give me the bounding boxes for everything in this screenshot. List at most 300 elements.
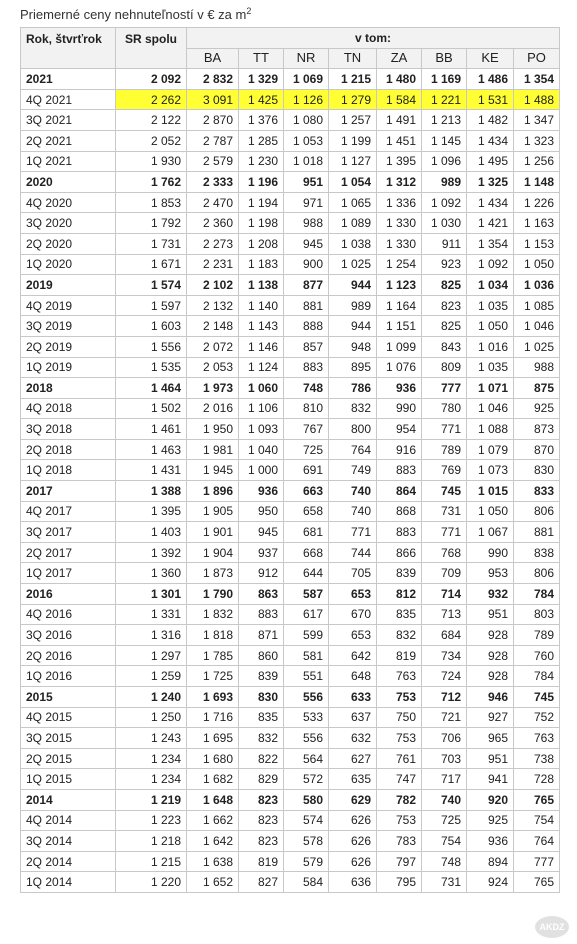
region-value-cell: 1 046 bbox=[514, 316, 560, 337]
period-column-header: Rok, štvrťrok bbox=[21, 28, 116, 69]
region-value-cell: 823 bbox=[422, 295, 467, 316]
region-value-cell: 626 bbox=[329, 831, 377, 852]
region-value-cell: 632 bbox=[329, 728, 377, 749]
region-value-cell: 789 bbox=[422, 439, 467, 460]
region-header: ZA bbox=[377, 48, 422, 69]
region-value-cell: 747 bbox=[377, 769, 422, 790]
region-header: BB bbox=[422, 48, 467, 69]
region-value-cell: 1 071 bbox=[467, 378, 514, 399]
region-value-cell: 1 495 bbox=[467, 151, 514, 172]
region-value-cell: 895 bbox=[329, 357, 377, 378]
period-cell: 1Q 2017 bbox=[21, 563, 116, 584]
region-value-cell: 706 bbox=[422, 728, 467, 749]
total-value-cell: 1 243 bbox=[116, 728, 187, 749]
region-value-cell: 1 451 bbox=[377, 130, 422, 151]
region-value-cell: 1 018 bbox=[284, 151, 329, 172]
region-value-cell: 712 bbox=[422, 687, 467, 708]
region-value-cell: 2 072 bbox=[187, 336, 239, 357]
region-value-cell: 771 bbox=[329, 522, 377, 543]
region-value-cell: 750 bbox=[377, 707, 422, 728]
total-value-cell: 1 240 bbox=[116, 687, 187, 708]
region-value-cell: 1 138 bbox=[239, 275, 284, 296]
region-value-cell: 819 bbox=[239, 851, 284, 872]
total-value-cell: 1 301 bbox=[116, 584, 187, 605]
region-value-cell: 944 bbox=[329, 275, 377, 296]
region-value-cell: 1 790 bbox=[187, 584, 239, 605]
region-value-cell: 599 bbox=[284, 625, 329, 646]
region-value-cell: 1 905 bbox=[187, 501, 239, 522]
region-value-cell: 1 093 bbox=[239, 419, 284, 440]
region-value-cell: 823 bbox=[239, 831, 284, 852]
region-value-cell: 764 bbox=[329, 439, 377, 460]
region-value-cell: 1 079 bbox=[467, 439, 514, 460]
region-value-cell: 941 bbox=[467, 769, 514, 790]
table-row bbox=[21, 130, 560, 151]
region-value-cell: 769 bbox=[422, 460, 467, 481]
region-value-cell: 767 bbox=[284, 419, 329, 440]
region-value-cell: 1 662 bbox=[187, 810, 239, 831]
total-value-cell: 1 461 bbox=[116, 419, 187, 440]
header-row-1 bbox=[21, 28, 560, 49]
region-value-cell: 584 bbox=[284, 872, 329, 893]
table-row bbox=[21, 151, 560, 172]
region-value-cell: 551 bbox=[284, 666, 329, 687]
region-value-cell: 823 bbox=[239, 810, 284, 831]
region-value-cell: 916 bbox=[377, 439, 422, 460]
total-value-cell: 1 218 bbox=[116, 831, 187, 852]
total-value-cell: 1 234 bbox=[116, 769, 187, 790]
region-value-cell: 936 bbox=[467, 831, 514, 852]
region-value-cell: 833 bbox=[514, 481, 560, 502]
region-value-cell: 749 bbox=[329, 460, 377, 481]
region-value-cell: 989 bbox=[422, 172, 467, 193]
region-value-cell: 863 bbox=[239, 584, 284, 605]
period-cell: 2Q 2019 bbox=[21, 336, 116, 357]
region-value-cell: 789 bbox=[514, 625, 560, 646]
region-value-cell: 990 bbox=[377, 398, 422, 419]
region-value-cell: 1 183 bbox=[239, 254, 284, 275]
table-row bbox=[21, 769, 560, 790]
region-value-cell: 1 054 bbox=[329, 172, 377, 193]
region-value-cell: 2 102 bbox=[187, 275, 239, 296]
table-row bbox=[21, 501, 560, 522]
region-value-cell: 1 080 bbox=[284, 110, 329, 131]
region-value-cell: 990 bbox=[467, 542, 514, 563]
region-value-cell: 883 bbox=[377, 522, 422, 543]
region-value-cell: 1 312 bbox=[377, 172, 422, 193]
region-value-cell: 825 bbox=[422, 275, 467, 296]
total-value-cell: 1 502 bbox=[116, 398, 187, 419]
region-value-cell: 881 bbox=[284, 295, 329, 316]
total-value-cell: 1 259 bbox=[116, 666, 187, 687]
region-value-cell: 911 bbox=[422, 233, 467, 254]
region-value-cell: 784 bbox=[514, 584, 560, 605]
period-cell: 3Q 2015 bbox=[21, 728, 116, 749]
period-cell: 1Q 2015 bbox=[21, 769, 116, 790]
total-value-cell: 1 930 bbox=[116, 151, 187, 172]
table-row bbox=[21, 398, 560, 419]
region-value-cell: 825 bbox=[422, 316, 467, 337]
region-value-cell: 954 bbox=[377, 419, 422, 440]
total-value-cell: 1 395 bbox=[116, 501, 187, 522]
region-value-cell: 1 330 bbox=[377, 233, 422, 254]
region-value-cell: 761 bbox=[377, 748, 422, 769]
region-value-cell: 668 bbox=[284, 542, 329, 563]
period-cell: 2015 bbox=[21, 687, 116, 708]
region-value-cell: 1 486 bbox=[467, 69, 514, 90]
region-value-cell: 705 bbox=[329, 563, 377, 584]
region-value-cell: 734 bbox=[422, 645, 467, 666]
total-value-cell: 2 262 bbox=[116, 89, 187, 110]
region-value-cell: 927 bbox=[467, 707, 514, 728]
table-caption bbox=[20, 6, 251, 24]
region-value-cell: 754 bbox=[514, 810, 560, 831]
region-value-cell: 1 725 bbox=[187, 666, 239, 687]
total-value-cell: 1 360 bbox=[116, 563, 187, 584]
region-value-cell: 1 038 bbox=[329, 233, 377, 254]
region-value-cell: 783 bbox=[377, 831, 422, 852]
region-value-cell: 797 bbox=[377, 851, 422, 872]
period-cell: 1Q 2014 bbox=[21, 872, 116, 893]
region-value-cell: 1 169 bbox=[422, 69, 467, 90]
region-value-cell: 832 bbox=[329, 398, 377, 419]
period-cell: 3Q 2020 bbox=[21, 213, 116, 234]
region-value-cell: 1 434 bbox=[467, 192, 514, 213]
region-value-cell: 642 bbox=[329, 645, 377, 666]
region-value-cell: 866 bbox=[377, 542, 422, 563]
region-value-cell: 714 bbox=[422, 584, 467, 605]
region-value-cell: 1 832 bbox=[187, 604, 239, 625]
period-cell: 3Q 2018 bbox=[21, 419, 116, 440]
region-value-cell: 900 bbox=[284, 254, 329, 275]
region-value-cell: 745 bbox=[514, 687, 560, 708]
table-row bbox=[21, 748, 560, 769]
region-value-cell: 1 069 bbox=[284, 69, 329, 90]
region-value-cell: 636 bbox=[329, 872, 377, 893]
region-value-cell: 752 bbox=[514, 707, 560, 728]
region-value-cell: 617 bbox=[284, 604, 329, 625]
total-value-cell: 1 762 bbox=[116, 172, 187, 193]
region-header: TN bbox=[329, 48, 377, 69]
watermark-text: AKDZ bbox=[539, 922, 565, 932]
region-value-cell: 1 213 bbox=[422, 110, 467, 131]
region-value-cell: 760 bbox=[514, 645, 560, 666]
region-value-cell: 944 bbox=[329, 316, 377, 337]
region-value-cell: 871 bbox=[239, 625, 284, 646]
region-value-cell: 1 257 bbox=[329, 110, 377, 131]
region-value-cell: 1 145 bbox=[422, 130, 467, 151]
table-row bbox=[21, 810, 560, 831]
region-value-cell: 744 bbox=[329, 542, 377, 563]
total-value-cell: 1 574 bbox=[116, 275, 187, 296]
region-value-cell: 1 421 bbox=[467, 213, 514, 234]
region-value-cell: 2 870 bbox=[187, 110, 239, 131]
region-value-cell: 2 333 bbox=[187, 172, 239, 193]
caption-superscript: 2 bbox=[246, 6, 252, 16]
region-value-cell: 1 035 bbox=[467, 295, 514, 316]
table-row bbox=[21, 522, 560, 543]
region-value-cell: 1 330 bbox=[377, 213, 422, 234]
region-value-cell: 564 bbox=[284, 748, 329, 769]
total-value-cell: 1 234 bbox=[116, 748, 187, 769]
region-value-cell: 765 bbox=[514, 789, 560, 810]
region-value-cell: 1 680 bbox=[187, 748, 239, 769]
region-value-cell: 780 bbox=[422, 398, 467, 419]
region-value-cell: 806 bbox=[514, 563, 560, 584]
region-value-cell: 830 bbox=[514, 460, 560, 481]
period-cell: 2020 bbox=[21, 172, 116, 193]
region-value-cell: 832 bbox=[377, 625, 422, 646]
period-cell: 2021 bbox=[21, 69, 116, 90]
total-value-cell: 1 556 bbox=[116, 336, 187, 357]
region-value-cell: 806 bbox=[514, 501, 560, 522]
region-header: KE bbox=[467, 48, 514, 69]
region-value-cell: 1 143 bbox=[239, 316, 284, 337]
region-value-cell: 2 053 bbox=[187, 357, 239, 378]
region-value-cell: 2 016 bbox=[187, 398, 239, 419]
region-value-cell: 2 148 bbox=[187, 316, 239, 337]
region-value-cell: 1 208 bbox=[239, 233, 284, 254]
region-value-cell: 731 bbox=[422, 501, 467, 522]
region-value-cell: 1 164 bbox=[377, 295, 422, 316]
region-header: BA bbox=[187, 48, 239, 69]
region-value-cell: 1 354 bbox=[467, 233, 514, 254]
region-value-cell: 627 bbox=[329, 748, 377, 769]
table-row bbox=[21, 789, 560, 810]
region-value-cell: 877 bbox=[284, 275, 329, 296]
period-cell: 1Q 2021 bbox=[21, 151, 116, 172]
region-value-cell: 924 bbox=[467, 872, 514, 893]
region-value-cell: 637 bbox=[329, 707, 377, 728]
region-value-cell: 1 230 bbox=[239, 151, 284, 172]
region-value-cell: 1 127 bbox=[329, 151, 377, 172]
region-value-cell: 864 bbox=[377, 481, 422, 502]
region-value-cell: 1 085 bbox=[514, 295, 560, 316]
table-row bbox=[21, 460, 560, 481]
region-value-cell: 946 bbox=[467, 687, 514, 708]
region-value-cell: 843 bbox=[422, 336, 467, 357]
region-value-cell: 556 bbox=[284, 728, 329, 749]
region-value-cell: 3 091 bbox=[187, 89, 239, 110]
region-value-cell: 883 bbox=[377, 460, 422, 481]
region-value-cell: 753 bbox=[377, 810, 422, 831]
region-value-cell: 1 034 bbox=[467, 275, 514, 296]
region-value-cell: 580 bbox=[284, 789, 329, 810]
region-value-cell: 936 bbox=[377, 378, 422, 399]
region-value-cell: 827 bbox=[239, 872, 284, 893]
table-row bbox=[21, 666, 560, 687]
region-value-cell: 709 bbox=[422, 563, 467, 584]
region-value-cell: 832 bbox=[239, 728, 284, 749]
table-row bbox=[21, 419, 560, 440]
table-row bbox=[21, 69, 560, 90]
region-value-cell: 1 099 bbox=[377, 336, 422, 357]
table-row bbox=[21, 481, 560, 502]
region-value-cell: 670 bbox=[329, 604, 377, 625]
region-value-cell: 753 bbox=[377, 728, 422, 749]
region-value-cell: 2 579 bbox=[187, 151, 239, 172]
table-row bbox=[21, 831, 560, 852]
period-cell: 2Q 2016 bbox=[21, 645, 116, 666]
period-cell: 2Q 2021 bbox=[21, 130, 116, 151]
region-value-cell: 928 bbox=[467, 625, 514, 646]
region-value-cell: 581 bbox=[284, 645, 329, 666]
region-value-cell: 1 123 bbox=[377, 275, 422, 296]
region-value-cell: 857 bbox=[284, 336, 329, 357]
region-value-cell: 1 040 bbox=[239, 439, 284, 460]
region-value-cell: 1 904 bbox=[187, 542, 239, 563]
region-value-cell: 875 bbox=[514, 378, 560, 399]
region-value-cell: 1 092 bbox=[422, 192, 467, 213]
region-value-cell: 1 945 bbox=[187, 460, 239, 481]
region-value-cell: 1 148 bbox=[514, 172, 560, 193]
period-cell: 3Q 2019 bbox=[21, 316, 116, 337]
region-value-cell: 1 285 bbox=[239, 130, 284, 151]
period-cell: 4Q 2020 bbox=[21, 192, 116, 213]
region-value-cell: 988 bbox=[284, 213, 329, 234]
region-value-cell: 1 198 bbox=[239, 213, 284, 234]
region-value-cell: 731 bbox=[422, 872, 467, 893]
region-value-cell: 1 067 bbox=[467, 522, 514, 543]
region-value-cell: 663 bbox=[284, 481, 329, 502]
region-value-cell: 1 140 bbox=[239, 295, 284, 316]
table-row bbox=[21, 604, 560, 625]
region-value-cell: 572 bbox=[284, 769, 329, 790]
region-value-cell: 835 bbox=[377, 604, 422, 625]
region-value-cell: 870 bbox=[514, 439, 560, 460]
region-value-cell: 653 bbox=[329, 625, 377, 646]
table-row bbox=[21, 625, 560, 646]
region-value-cell: 784 bbox=[514, 666, 560, 687]
region-value-cell: 1 584 bbox=[377, 89, 422, 110]
total-value-cell: 1 220 bbox=[116, 872, 187, 893]
table-row bbox=[21, 645, 560, 666]
region-value-cell: 1 035 bbox=[467, 357, 514, 378]
table-row bbox=[21, 851, 560, 872]
region-value-cell: 860 bbox=[239, 645, 284, 666]
region-value-cell: 748 bbox=[284, 378, 329, 399]
region-value-cell: 713 bbox=[422, 604, 467, 625]
region-value-cell: 1 329 bbox=[239, 69, 284, 90]
period-cell: 3Q 2021 bbox=[21, 110, 116, 131]
region-value-cell: 937 bbox=[239, 542, 284, 563]
region-value-cell: 1 254 bbox=[377, 254, 422, 275]
region-value-cell: 1 124 bbox=[239, 357, 284, 378]
total-value-cell: 1 603 bbox=[116, 316, 187, 337]
total-value-cell: 1 297 bbox=[116, 645, 187, 666]
region-value-cell: 740 bbox=[329, 501, 377, 522]
region-value-cell: 1 163 bbox=[514, 213, 560, 234]
region-value-cell: 829 bbox=[239, 769, 284, 790]
region-value-cell: 894 bbox=[467, 851, 514, 872]
region-value-cell: 928 bbox=[467, 645, 514, 666]
period-cell: 1Q 2016 bbox=[21, 666, 116, 687]
region-value-cell: 988 bbox=[514, 357, 560, 378]
table-header bbox=[21, 28, 560, 69]
region-value-cell: 835 bbox=[239, 707, 284, 728]
table-body bbox=[21, 69, 560, 893]
region-value-cell: 1 896 bbox=[187, 481, 239, 502]
total-value-cell: 2 092 bbox=[116, 69, 187, 90]
region-value-cell: 819 bbox=[377, 645, 422, 666]
region-value-cell: 629 bbox=[329, 789, 377, 810]
total-value-cell: 1 792 bbox=[116, 213, 187, 234]
region-value-cell: 883 bbox=[239, 604, 284, 625]
region-value-cell: 912 bbox=[239, 563, 284, 584]
region-value-cell: 1 030 bbox=[422, 213, 467, 234]
region-value-cell: 795 bbox=[377, 872, 422, 893]
region-value-cell: 691 bbox=[284, 460, 329, 481]
region-value-cell: 1 638 bbox=[187, 851, 239, 872]
region-value-cell: 951 bbox=[467, 604, 514, 625]
region-value-cell: 803 bbox=[514, 604, 560, 625]
period-cell: 2018 bbox=[21, 378, 116, 399]
total-value-cell: 1 431 bbox=[116, 460, 187, 481]
region-value-cell: 812 bbox=[377, 584, 422, 605]
region-value-cell: 626 bbox=[329, 810, 377, 831]
region-value-cell: 951 bbox=[467, 748, 514, 769]
region-value-cell: 1 126 bbox=[284, 89, 329, 110]
region-value-cell: 578 bbox=[284, 831, 329, 852]
region-value-cell: 1 199 bbox=[329, 130, 377, 151]
region-value-cell: 953 bbox=[467, 563, 514, 584]
region-value-cell: 725 bbox=[284, 439, 329, 460]
region-value-cell: 745 bbox=[422, 481, 467, 502]
region-value-cell: 1 053 bbox=[284, 130, 329, 151]
price-table bbox=[20, 27, 560, 893]
region-value-cell: 1 354 bbox=[514, 69, 560, 90]
total-value-cell: 1 388 bbox=[116, 481, 187, 502]
region-value-cell: 1 221 bbox=[422, 89, 467, 110]
region-value-cell: 587 bbox=[284, 584, 329, 605]
region-value-cell: 883 bbox=[284, 357, 329, 378]
region-value-cell: 1 693 bbox=[187, 687, 239, 708]
region-value-cell: 839 bbox=[377, 563, 422, 584]
region-value-cell: 951 bbox=[284, 172, 329, 193]
period-cell: 4Q 2021 bbox=[21, 89, 116, 110]
region-value-cell: 928 bbox=[467, 666, 514, 687]
total-value-cell: 1 250 bbox=[116, 707, 187, 728]
region-value-cell: 754 bbox=[422, 831, 467, 852]
region-value-cell: 868 bbox=[377, 501, 422, 522]
region-value-cell: 574 bbox=[284, 810, 329, 831]
region-value-cell: 1 434 bbox=[467, 130, 514, 151]
region-value-cell: 740 bbox=[422, 789, 467, 810]
period-cell: 2016 bbox=[21, 584, 116, 605]
region-value-cell: 748 bbox=[422, 851, 467, 872]
region-value-cell: 533 bbox=[284, 707, 329, 728]
region-value-cell: 556 bbox=[284, 687, 329, 708]
region-value-cell: 965 bbox=[467, 728, 514, 749]
period-cell: 3Q 2017 bbox=[21, 522, 116, 543]
table-row bbox=[21, 439, 560, 460]
region-value-cell: 925 bbox=[514, 398, 560, 419]
region-value-cell: 1 716 bbox=[187, 707, 239, 728]
region-value-cell: 1 491 bbox=[377, 110, 422, 131]
region-value-cell: 800 bbox=[329, 419, 377, 440]
region-value-cell: 2 360 bbox=[187, 213, 239, 234]
region-value-cell: 1 015 bbox=[467, 481, 514, 502]
region-value-cell: 2 470 bbox=[187, 192, 239, 213]
region-value-cell: 881 bbox=[514, 522, 560, 543]
total-value-cell: 1 535 bbox=[116, 357, 187, 378]
region-value-cell: 2 832 bbox=[187, 69, 239, 90]
table-row bbox=[21, 687, 560, 708]
region-value-cell: 1 076 bbox=[377, 357, 422, 378]
region-value-cell: 920 bbox=[467, 789, 514, 810]
region-value-cell: 738 bbox=[514, 748, 560, 769]
table-row bbox=[21, 275, 560, 296]
